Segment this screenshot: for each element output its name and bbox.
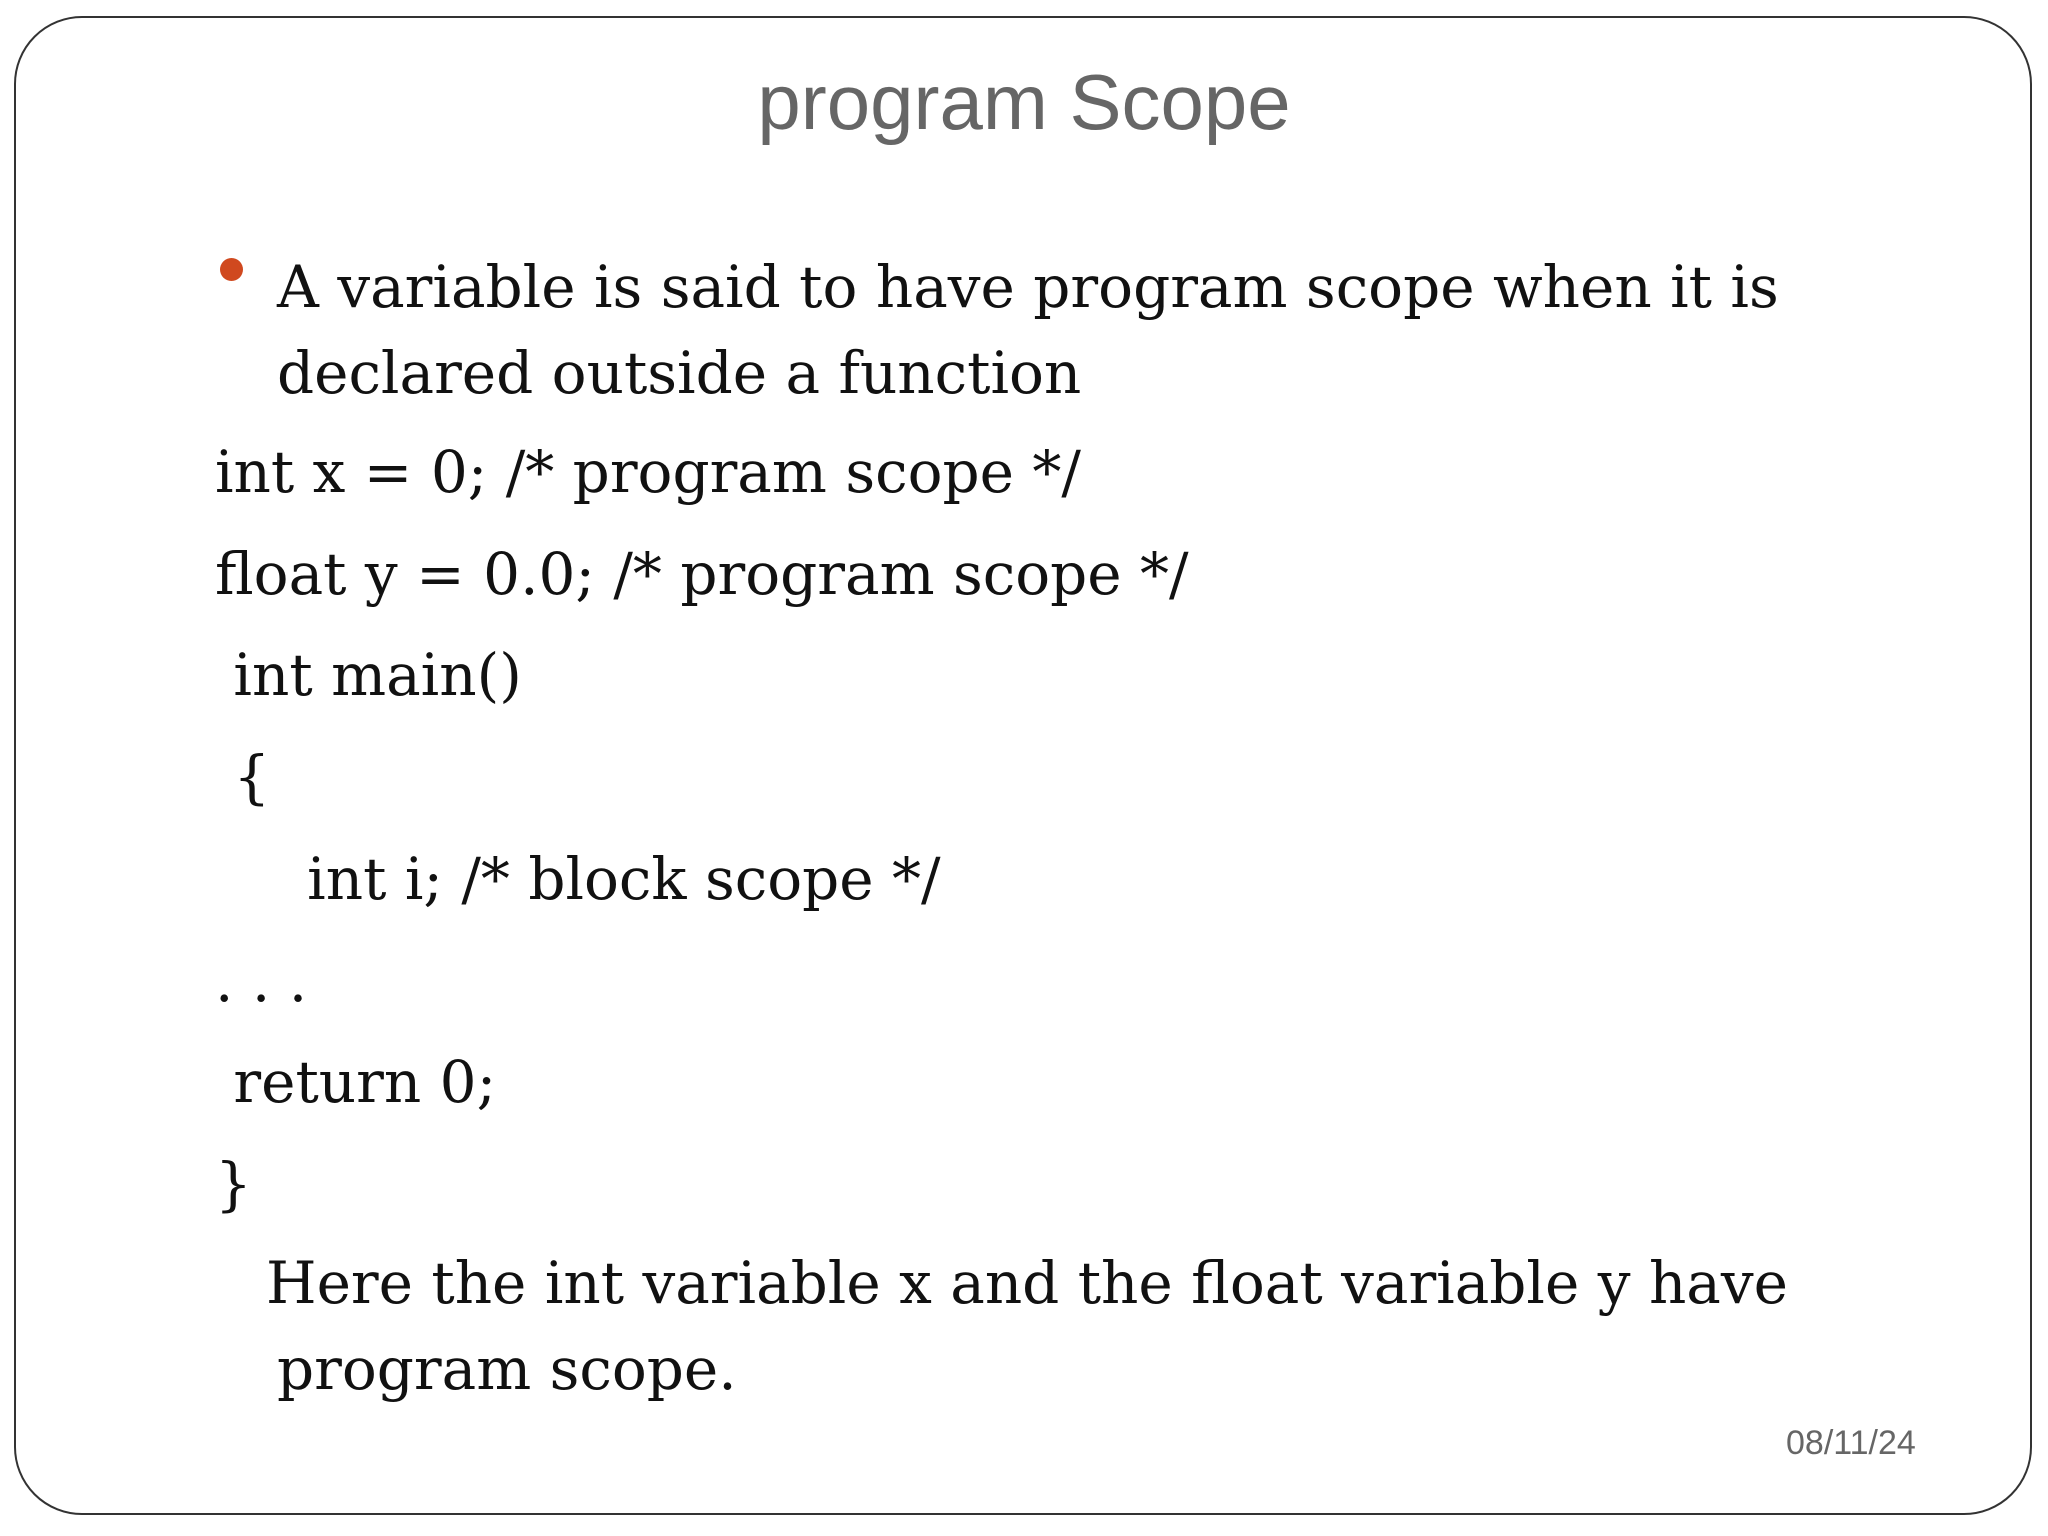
- slide-title: program Scope: [757, 58, 1291, 146]
- code-line: int i; /* block scope */: [215, 845, 941, 913]
- code-line: float y = 0.0; /* program scope */: [215, 540, 1189, 608]
- code-line: int x = 0; /* program scope */: [215, 438, 1081, 506]
- code-line: int main(): [215, 641, 522, 709]
- slide-date: 08/11/24: [1786, 1424, 1916, 1462]
- bullet-text: A variable is said to have program scope when it is declared outside a function: [277, 253, 1779, 407]
- code-line: return 0;: [215, 1048, 497, 1116]
- code-line: }: [215, 1150, 252, 1218]
- note-text: Here the int variable x and the float variable y have program scope.: [266, 1249, 1788, 1403]
- bullet-dot-icon: [220, 258, 243, 281]
- code-line: {: [215, 743, 271, 811]
- code-line: . . .: [215, 947, 308, 1015]
